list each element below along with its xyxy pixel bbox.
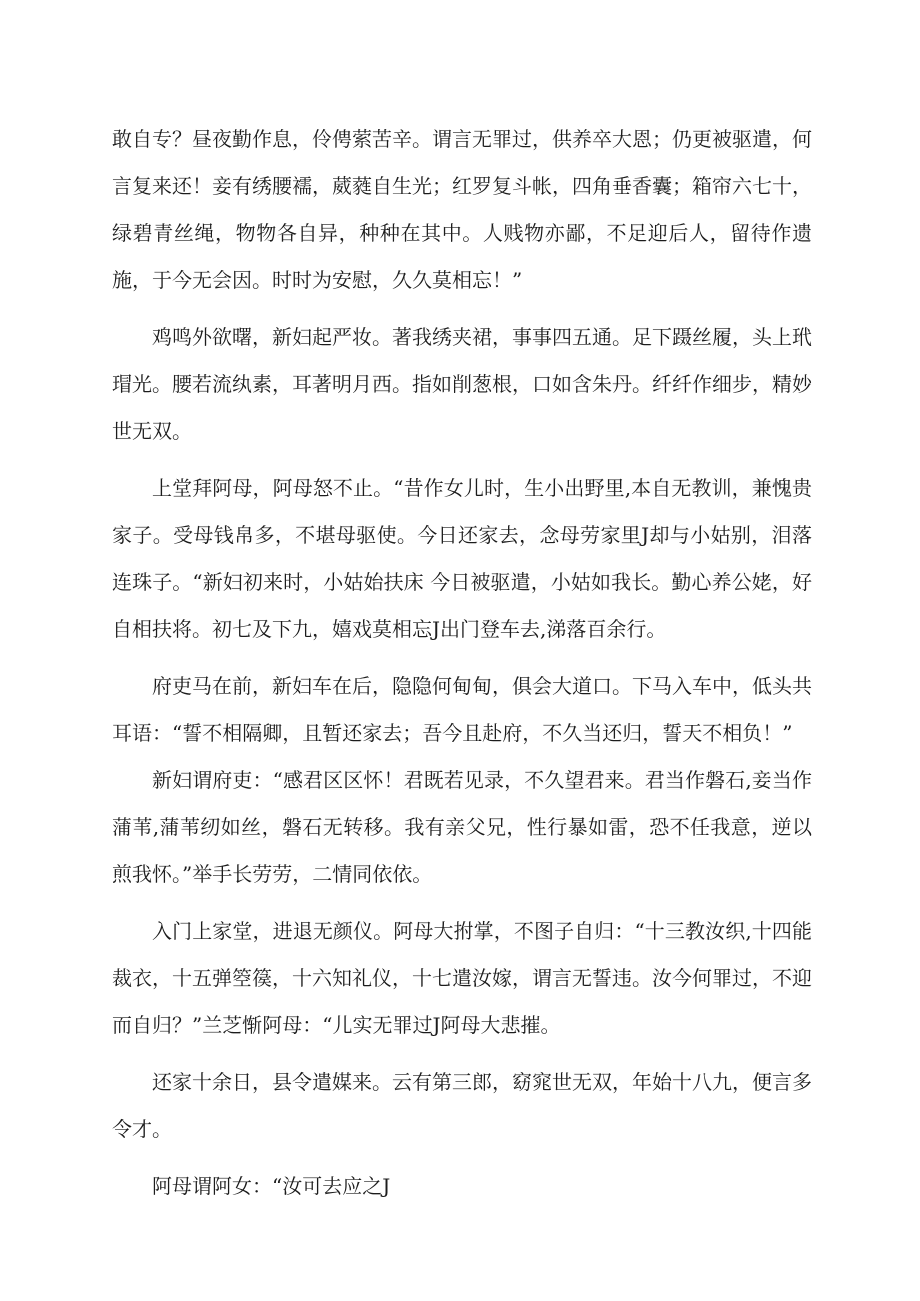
paragraph-3: 上堂拜阿母，阿母怒不止。“昔作女儿时，生小出野里,本自无教训，兼愧贵家子。受母钱帛多，不堪母驱使。今日还家去，念母劳家里J却与小姑别，泪落连珠子。“新妇初来时，小姑始扶床 今日被驱遣，小姑如我长。勤心养公姥，好自相扶将。初七及下九，嬉戏莫相忘J出门登车去,涕落百余行。 <box>112 476 812 641</box>
paragraph-4: 府吏马在前，新妇车在后，隐隐何甸甸，俱会大道口。下马入车中，低头共耳语：“誓不相隔卿，且暂还家去；吾今且赴府，不久当还归，誓天不相负！” <box>112 674 812 745</box>
paragraph-7: 还家十余日，县令遣媒来。云有第三郎，窈窕世无双，年始十八九，便言多令才。 <box>112 1070 812 1141</box>
paragraph-8: 阿母谓阿女：“汝可去应之J <box>152 1174 391 1198</box>
paragraph-2: 鸡鸣外欲曙，新妇起严妆。著我绣夹裙，事事四五通。足下蹑丝履，头上玳瑁光。腰若流纨素，耳著明月西。指如削葱根，口如含朱丹。纤纤作细步，精妙世无双。 <box>112 325 812 443</box>
poem-body <box>112 116 812 1210</box>
paragraph-5: 新妇谓府吏：“感君区区怀！君既若见录，不久望君来。君当作磐石,妾当作蒲苇,蒲苇纫如丝，磐石无转移。我有亲父兄，性行暴如雷，恐不任我意，逆以煎我怀。”举手长劳劳，二情同依依。 <box>112 768 812 886</box>
paragraph-1: 敢自专？昼夜勤作息，伶俜萦苦辛。谓言无罪过，供养卒大恩；仍更被驱遣，何言复来还！妾有绣腰襦，葳蕤自生光；红罗复斗帐，四角垂香囊；箱帘六七十，绿碧青丝绳，物物各自异，种种在其中。人贱物亦鄙，不足迎后人，留待作遗施，于今无会因。时时为安慰，久久莫相忘！” <box>112 127 812 292</box>
paragraph-6: 入门上家堂，进退无颜仪。阿母大拊掌，不图子自归：“十三教汝织,十四能裁衣，十五弹箜篌，十六知礼仪，十七遣汝嫁，谓言无誓违。汝今何罪过，不迎而自归？”兰芝惭阿母：“儿实无罪过J阿母大悲摧。 <box>112 919 812 1037</box>
